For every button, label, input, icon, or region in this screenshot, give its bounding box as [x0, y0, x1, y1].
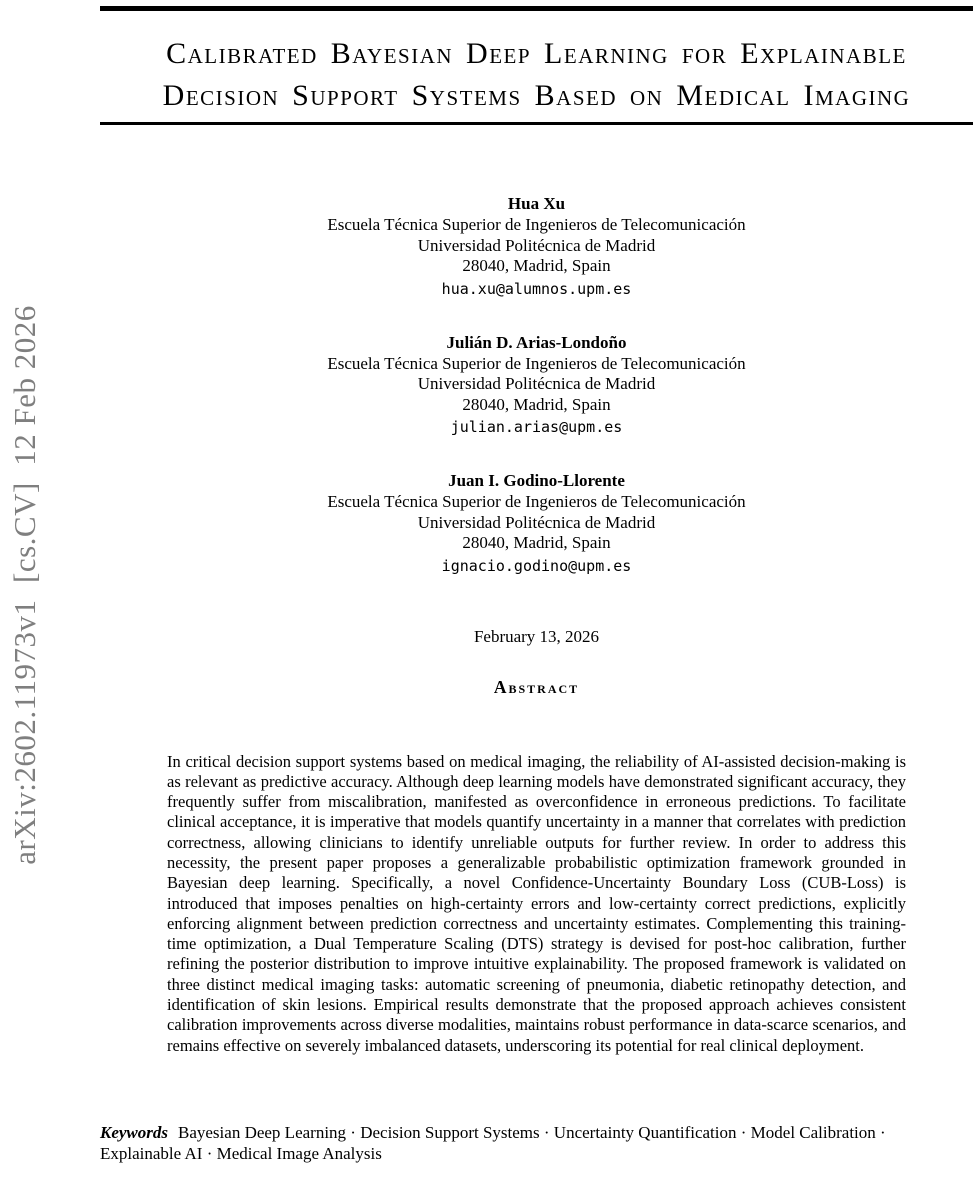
author-affiliation-line: Universidad Politécnica de Madrid	[417, 512, 656, 532]
author-affiliation-line: Universidad Politécnica de Madrid	[417, 235, 656, 255]
title-line-1: Calibrated Bayesian Deep Learning for Explainable	[166, 37, 907, 70]
keywords-line	[100, 1122, 963, 1165]
author-affiliation-line: Escuela Técnica Superior de Ingenieros de Telecomunicación	[327, 492, 746, 511]
paper-date: February 13, 2026	[473, 626, 600, 646]
author-name: Hua Xu	[507, 194, 566, 213]
header-rule-bottom	[100, 122, 973, 125]
keywords-text: Bayesian Deep Learning · Decision Support Systems · Uncertainty Quantification · Model Calibration · Explainable AI · Medical Image Analysis	[100, 1122, 886, 1164]
keywords-label: Keywords	[100, 1122, 168, 1142]
author-name: Juan I. Godino-Llorente	[448, 471, 625, 490]
author-email: ignacio.godino@upm.es	[441, 556, 632, 575]
header-rule-top	[100, 6, 973, 11]
arxiv-watermark: arXiv:2602.11973v1 [cs.CV] 12 Feb 2026	[7, 305, 42, 865]
author-affiliation-line: Universidad Politécnica de Madrid	[417, 374, 656, 393]
abstract-heading: Abstract	[493, 676, 580, 697]
author-email: hua.xu@alumnos.upm.es	[441, 279, 632, 298]
author-affiliation-line: Escuela Técnica Superior de Ingenieros de Telecomunicación	[327, 353, 746, 373]
author-affiliation-line: 28040, Madrid, Spain	[462, 256, 611, 275]
title-line-2: Decision Support Systems Based on Medical Imaging	[162, 79, 911, 112]
author-affiliation-line: 28040, Madrid, Spain	[462, 533, 611, 552]
author-block-2	[100, 332, 973, 438]
author-affiliation-line: Escuela Técnica Superior de Ingenieros de Telecomunicación	[327, 215, 746, 234]
paper-content	[100, 6, 973, 1165]
author-affiliation-line: 28040, Madrid, Spain	[462, 394, 611, 414]
author-block-1	[100, 193, 973, 299]
abstract-text: In critical decision support systems based on medical imaging, the reliability of AI-assisted decision-making is as relevant as predictive accuracy. Although deep learning models have demonstrated significant accuracy, they frequently suffer from miscalibration, manifested as overconfidence in erroneous predictions. To facilitate clinical acceptance, it is imperative that models quantify uncertainty in a manner that correlates with prediction correctness, allowing clinicians to identify unreliable outputs for further review. In order to address this necessity, the present paper proposes a generalizable probabilistic optimization framework grounded in Bayesian deep learning. Specifically, a novel Confidence-Uncertainty Boundary Loss (CUB-Loss) is introduced that imposes penalties on high-certainty errors and low-certainty correct predictions, explicitly enforcing alignment between prediction correctness and uncertainty estimates. Complementing this training-time optimization, a Dual Temperature Scaling (DTS) strategy is devised for post-hoc calibration, further refining the posterior distribution to improve intuitive explainability. The proposed framework is validated on three distinct medical imaging tasks: automatic screening of pneumonia, diabetic retinopathy detection, and identification of skin lesions. Empirical results demonstrate that the proposed approach achieves consistent calibration improvements across diverse modalities, maintains robust performance in data-scarce scenarios, and remains effective on severely imbalanced datasets, underscoring its potential for real clinical deployment.	[167, 751, 906, 1055]
author-block-3	[100, 470, 973, 576]
paper-title	[100, 33, 973, 117]
author-name: Julián D. Arias-Londoño	[446, 332, 627, 352]
author-email: julian.arias@upm.es	[450, 418, 623, 436]
